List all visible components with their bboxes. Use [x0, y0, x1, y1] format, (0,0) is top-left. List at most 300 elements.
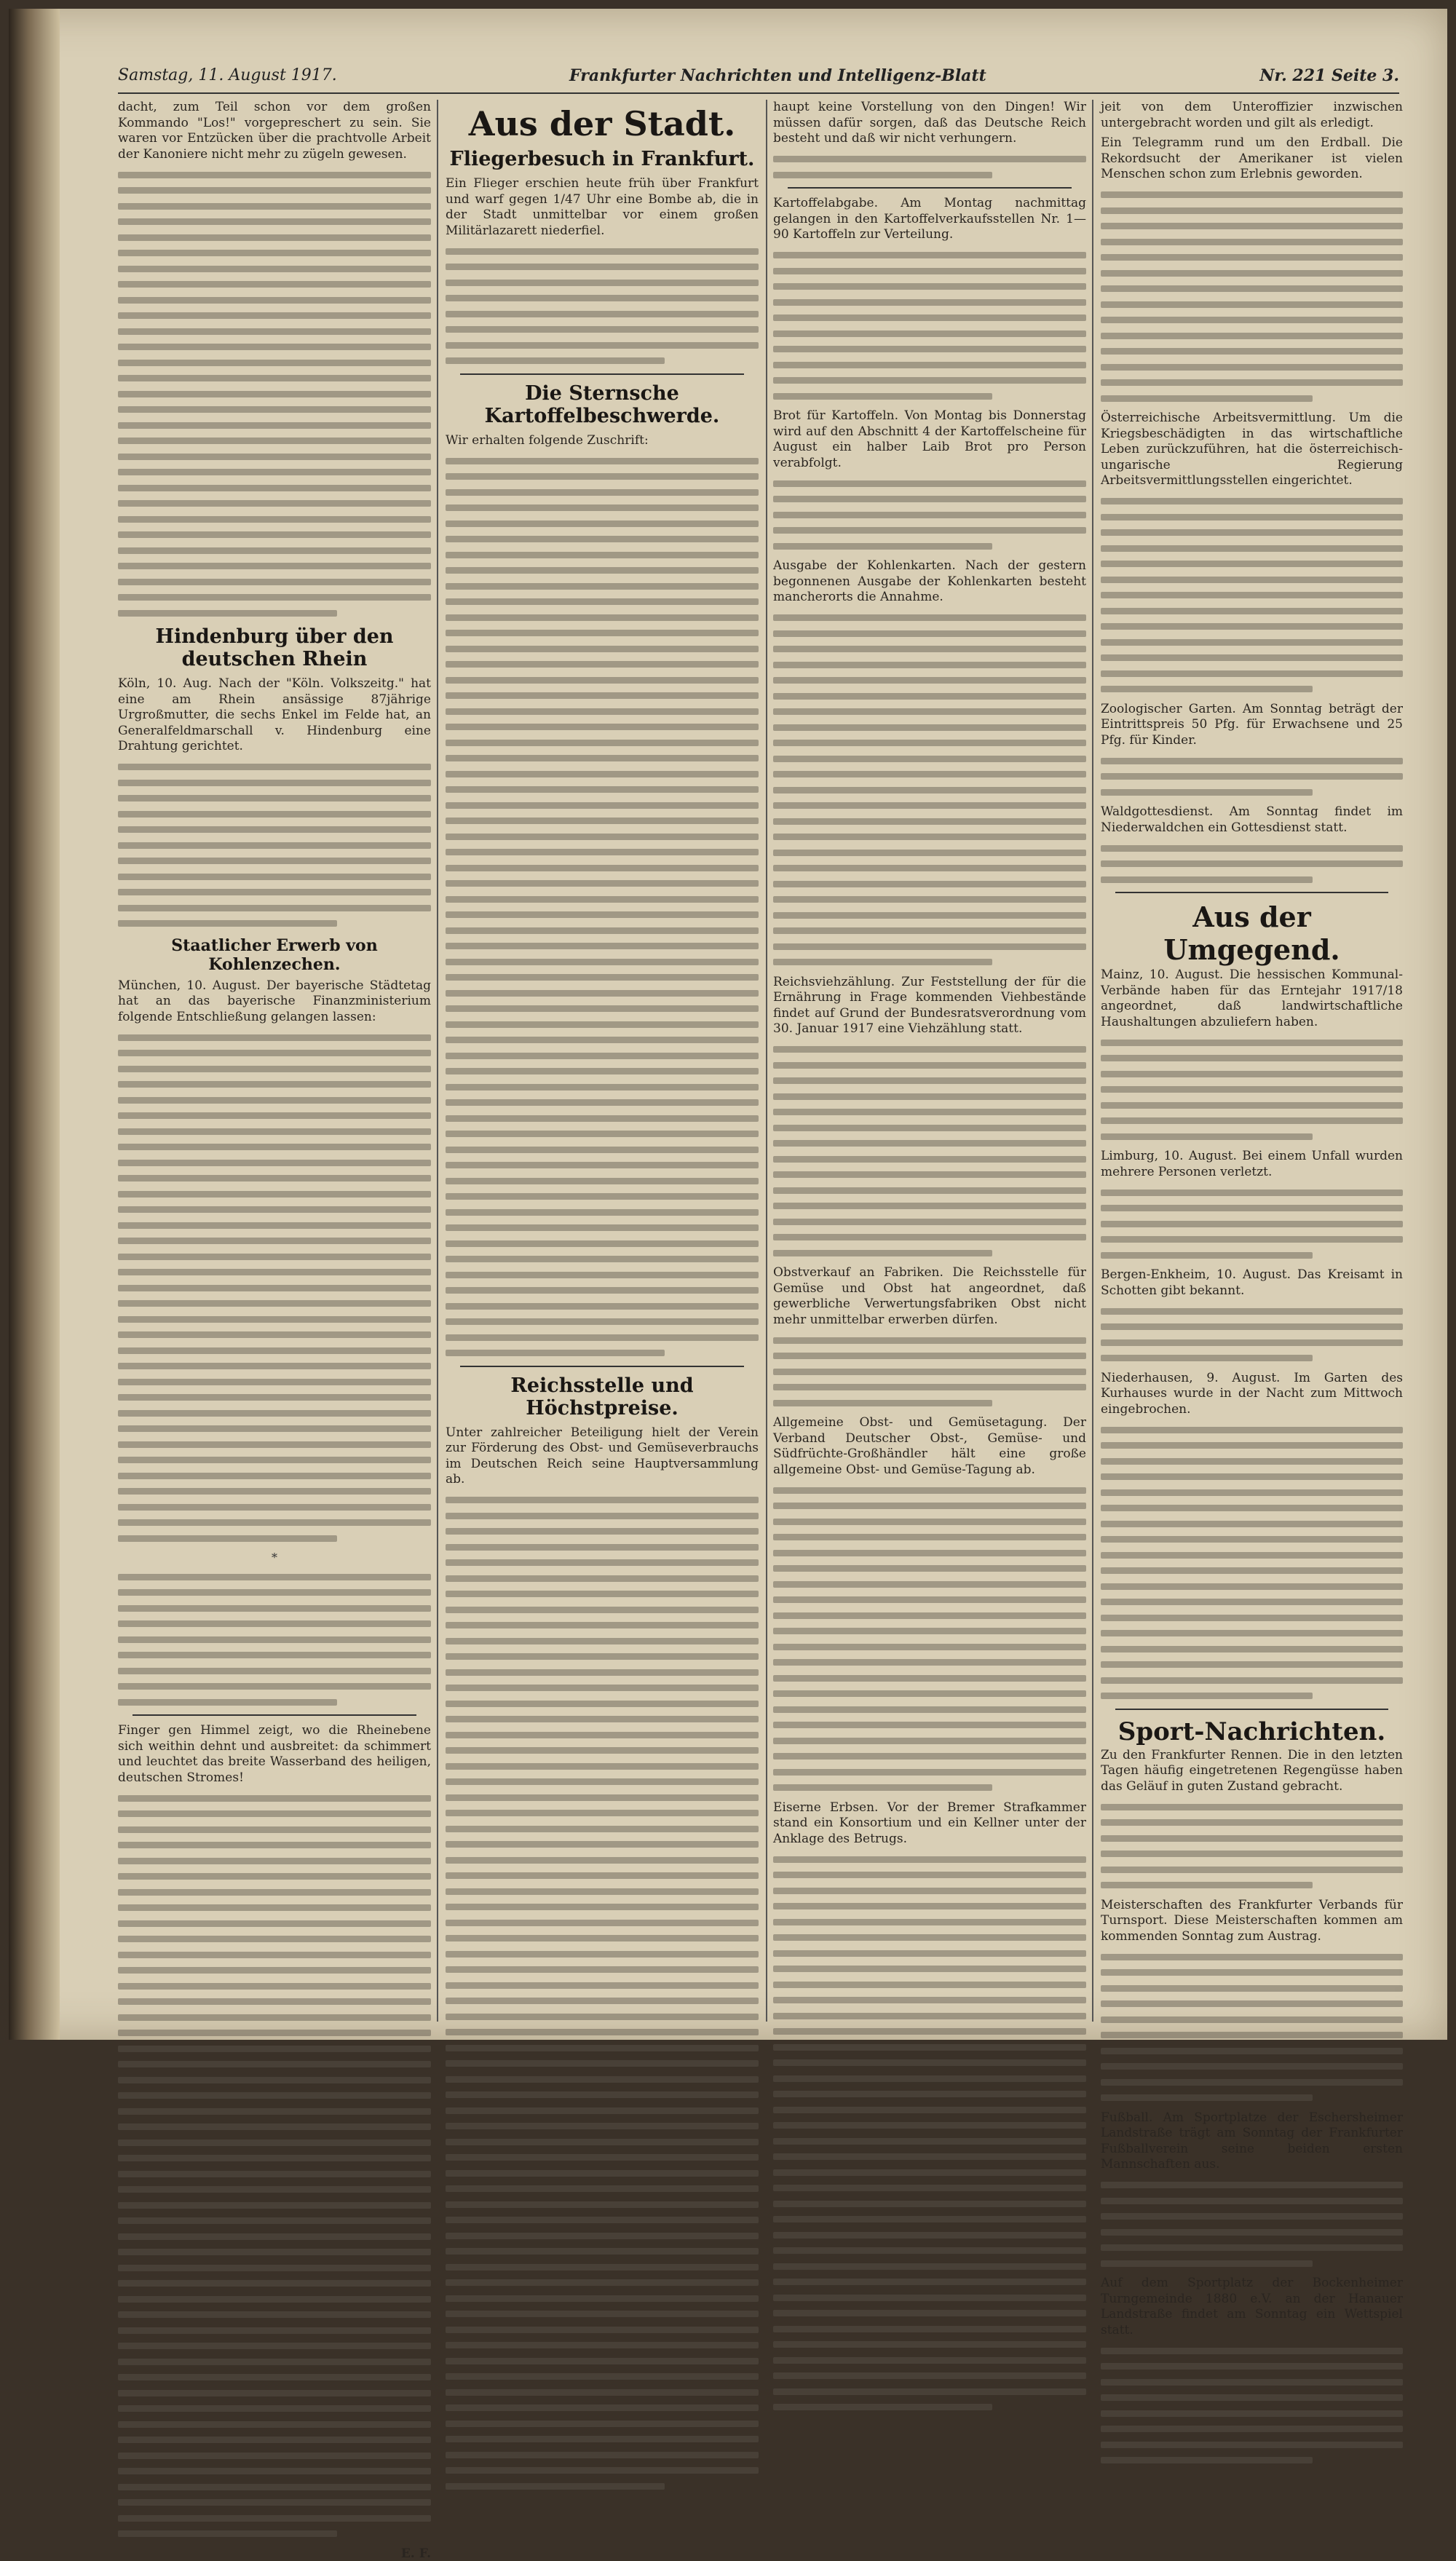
text-line	[1101, 639, 1403, 646]
text-block	[1101, 2348, 1403, 2464]
text-line	[446, 1778, 759, 1785]
article-zoo: Zoologischer Garten. Am Sonntag beträgt der Eintrittspreis 50 Pfg. für Erwachsene und 25 Pfg. für Kinder.	[1101, 701, 1403, 748]
text-line	[118, 2171, 431, 2177]
text-line	[446, 2185, 759, 2192]
text-line	[773, 896, 1086, 903]
text-line	[446, 1224, 759, 1231]
text-line	[118, 2343, 431, 2349]
article-bergen: Bergen-Enkheim, 10. August. Das Kreisamt in Schotten gibt bekannt.	[1101, 1267, 1403, 1298]
text-line	[1101, 348, 1403, 355]
text-line	[1101, 2000, 1403, 2007]
text-line	[446, 2483, 665, 2490]
text-line	[446, 1099, 759, 1106]
text-line	[1101, 608, 1403, 614]
text-line	[773, 708, 1086, 715]
text-line	[118, 1936, 431, 1942]
text-line	[446, 567, 759, 574]
text-line	[773, 2028, 1086, 2035]
text-line	[773, 724, 1086, 731]
column-4	[1101, 100, 1403, 2338]
column-2	[446, 100, 759, 2022]
text-line	[1101, 1646, 1403, 1652]
text-line	[446, 1559, 759, 1566]
text-line	[1101, 498, 1403, 504]
text-line	[773, 1675, 1086, 1682]
text-line	[446, 1622, 759, 1628]
text-line	[1101, 514, 1403, 520]
text-block	[773, 1856, 1086, 2411]
text-line	[446, 646, 759, 652]
text-line	[1101, 1086, 1403, 1093]
text-line	[446, 280, 759, 286]
text-line	[1101, 670, 1403, 677]
text-line	[773, 1966, 1086, 1972]
text-block	[773, 252, 1086, 400]
text-line	[773, 346, 1086, 352]
text-line	[118, 218, 431, 225]
text-line	[1101, 333, 1403, 339]
text-line	[1101, 239, 1403, 245]
text-line	[773, 1628, 1086, 1634]
text-line	[446, 2139, 759, 2145]
text-block	[1101, 758, 1403, 796]
text-block	[446, 458, 759, 1357]
text-line	[773, 693, 1086, 700]
text-line	[118, 579, 431, 585]
article-meisterschaften: Meisterschaften des Frankfurter Verbands für Turnsport. Diese Meisterschaften kommen am kommenden Sonntag zum Austrag.	[1101, 1897, 1403, 1944]
text-line	[1101, 1489, 1403, 1496]
text-line	[1101, 223, 1403, 229]
text-line	[118, 2421, 431, 2428]
text-line	[118, 1574, 431, 1580]
text-line	[773, 2059, 1086, 2066]
text-line	[118, 1473, 431, 1479]
text-line	[773, 1706, 1086, 1713]
text-block	[1101, 1308, 1403, 1362]
text-block	[118, 1034, 431, 1542]
text-line	[1101, 1133, 1313, 1140]
article-sportplatz: Auf dem Sportplatz der Bockenheimer Turngemeinde 1880 e.V. an der Hanauer Landstraße findet am Sonntag ein Wettspiel statt.	[1101, 2276, 1403, 2338]
text-line	[118, 2092, 431, 2099]
text-line	[118, 1873, 431, 1880]
text-line	[773, 646, 1086, 652]
text-line	[773, 314, 1086, 321]
text-line	[1101, 1117, 1403, 1124]
column-3	[773, 100, 1086, 2022]
text-line	[446, 927, 759, 934]
text-block	[446, 248, 759, 365]
text-line	[446, 1998, 759, 2004]
text-block	[773, 1487, 1086, 1792]
text-line	[1101, 1693, 1313, 1699]
text-line	[773, 172, 992, 178]
text-line	[773, 1612, 1086, 1619]
text-line	[773, 2372, 1086, 2379]
text-line	[773, 614, 1086, 621]
text-block	[773, 1046, 1086, 1256]
text-line	[118, 2311, 431, 2318]
text-line	[1101, 1536, 1403, 1543]
headline-reichsstelle: Reichsstelle und Höchstpreise.	[510, 1374, 694, 1420]
text-line	[118, 1810, 431, 1817]
text-line	[446, 896, 759, 903]
text-line	[773, 2263, 1086, 2270]
text-line	[773, 1337, 1086, 1344]
text-line	[1101, 285, 1403, 292]
text-line	[773, 2247, 1086, 2254]
text-line	[118, 1175, 431, 1181]
text-line	[118, 2077, 431, 2083]
text-line	[1101, 379, 1403, 386]
text-line	[118, 187, 431, 194]
text-line	[1101, 2213, 1403, 2220]
text-line	[446, 740, 759, 746]
text-line	[118, 2515, 431, 2522]
text-line	[118, 874, 431, 880]
text-line	[773, 1187, 1086, 1194]
article-kohlenkarten: Ausgabe der Kohlenkarten. Nach der gestern begonnenen Ausgabe der Kohlenkarten besteht mancherorts die Annahme.	[773, 558, 1086, 604]
text-line	[773, 2341, 1086, 2348]
text-line	[118, 1160, 431, 1166]
text-line	[773, 1769, 1086, 1776]
text-line	[1101, 1252, 1313, 1259]
text-line	[118, 1191, 431, 1198]
text-line	[118, 1112, 431, 1119]
text-line	[118, 1034, 431, 1041]
text-line	[446, 1966, 759, 1973]
section-divider	[1115, 892, 1388, 893]
article-niederhausen: Niederhausen, 9. August. Im Garten des Kurhauses wurde in der Nacht zum Mittwoch eingebrochen.	[1101, 1370, 1403, 1417]
text-line	[773, 1659, 1086, 1666]
text-line	[446, 2029, 759, 2035]
text-line	[118, 795, 431, 801]
text-line	[446, 1763, 759, 1770]
text-line	[446, 357, 665, 364]
text-line	[773, 527, 1086, 534]
text-line	[118, 328, 431, 335]
text-line	[1101, 876, 1313, 883]
text-line	[446, 583, 759, 590]
text-line	[446, 1350, 665, 1356]
text-line	[773, 2075, 1086, 2082]
text-line	[118, 2530, 337, 2537]
text-line	[446, 1716, 759, 1722]
text-line	[773, 1062, 1086, 1069]
section-divider	[460, 1366, 744, 1367]
text-line	[446, 295, 759, 301]
text-line	[446, 473, 759, 480]
text-line	[773, 1093, 1086, 1100]
column-rule	[1092, 100, 1093, 2022]
text-line	[1101, 1040, 1403, 1046]
text-line	[773, 1919, 1086, 1925]
text-block	[1101, 1427, 1403, 1700]
text-line	[1101, 789, 1313, 796]
text-line	[118, 594, 431, 601]
text-block	[1101, 1804, 1403, 1889]
text-line	[1101, 1677, 1403, 1684]
text-line	[773, 2185, 1086, 2191]
text-line	[118, 547, 431, 554]
text-line	[1101, 2198, 1403, 2204]
article-waldgottesdienst: Waldgottesdienst. Am Sonntag findet im Niederwaldchen ein Gottesdienst statt.	[1101, 804, 1403, 835]
text-line	[773, 1156, 1086, 1163]
text-line	[118, 1347, 431, 1354]
text-line	[118, 1394, 431, 1401]
text-line	[446, 2076, 759, 2083]
text-line	[446, 1115, 759, 1122]
text-line	[446, 786, 759, 793]
header-date: Samstag, 11. August 1917.	[118, 66, 337, 84]
text-line	[118, 1889, 431, 1896]
text-line	[773, 1046, 1086, 1053]
text-line	[118, 1066, 431, 1072]
headline-fliegerbesuch: Fliegerbesuch in Frankfurt.	[449, 148, 755, 170]
text-line	[118, 2186, 431, 2193]
text-line	[773, 2388, 1086, 2395]
text-line	[446, 959, 759, 965]
text-line	[446, 1607, 759, 1613]
section-divider	[132, 1714, 416, 1716]
text-line	[446, 1794, 759, 1801]
text-line	[446, 1904, 759, 1910]
text-line	[446, 520, 759, 527]
text-line	[446, 2154, 759, 2161]
text-line	[118, 1081, 431, 1088]
text-line	[446, 1841, 759, 1848]
text-line	[773, 802, 1086, 809]
text-line	[118, 500, 431, 507]
text-line	[118, 1699, 337, 1706]
text-line	[773, 2169, 1086, 2176]
section-title-sport: Sport-Nachrichten.	[1117, 1717, 1386, 1746]
text-line	[773, 943, 1086, 950]
text-line	[1101, 545, 1403, 552]
text-line	[446, 1053, 759, 1059]
text-line	[773, 2107, 1086, 2113]
text-line	[118, 2202, 431, 2209]
text-line	[446, 818, 759, 824]
text-block	[773, 480, 1086, 550]
text-line	[446, 2123, 759, 2129]
text-line	[446, 2311, 759, 2317]
text-line	[1101, 2244, 1403, 2251]
text-line	[118, 1425, 431, 1432]
text-line	[118, 454, 431, 460]
text-line	[118, 1410, 431, 1417]
text-line	[773, 2310, 1086, 2316]
text-line	[118, 2499, 431, 2506]
text-line	[773, 543, 992, 550]
text-line	[446, 458, 759, 464]
separator-star: *	[272, 1551, 277, 1564]
text-line	[1101, 2363, 1403, 2370]
text-line	[1101, 2032, 1403, 2038]
article-telegramm: Ein Telegramm rund um den Erdball. Die Rekordsucht der Amerikaner ist vielen Menschen schon zum Erlebnis geworden.	[1101, 135, 1403, 181]
text-line	[446, 990, 759, 997]
text-line	[773, 1400, 992, 1406]
section-divider	[788, 187, 1072, 189]
text-line	[446, 974, 759, 981]
text-line	[446, 2217, 759, 2223]
text-line	[118, 858, 431, 864]
text-line	[446, 1669, 759, 1676]
text-line	[446, 326, 759, 333]
text-line	[118, 266, 431, 272]
text-line	[773, 2153, 1086, 2160]
text-line	[118, 2296, 431, 2303]
text-line	[1101, 1969, 1403, 1976]
article-arbeitsvermittlung: Österreichische Arbeitsvermittlung. Um die Kriegsbeschädigten in das wirtschaftliche Leben zurückzuführen, hat die österreichisch-ungarische Regierung Arbeitsvermittlungsstellen eingerichtet.	[1101, 411, 1403, 488]
text-line	[118, 2453, 431, 2459]
text-line	[446, 1951, 759, 1958]
text-line	[1101, 2260, 1313, 2267]
text-line	[446, 865, 759, 871]
text-line	[773, 959, 992, 965]
text-line	[1101, 207, 1403, 214]
text-line	[773, 1369, 1086, 1375]
text-line	[773, 1596, 1086, 1603]
text-block	[1101, 1954, 1403, 2102]
text-line	[118, 2030, 431, 2036]
text-line	[118, 1144, 431, 1150]
text-line	[1101, 1985, 1403, 1992]
text-line	[446, 1272, 759, 1278]
text-line	[118, 1904, 431, 1911]
text-line	[446, 755, 759, 761]
text-line	[446, 598, 759, 605]
text-block	[1101, 1040, 1403, 1140]
text-line	[446, 2264, 759, 2271]
text-line	[118, 312, 431, 319]
text-line	[773, 1784, 992, 1791]
text-line	[446, 2107, 759, 2114]
text-line	[773, 1487, 1086, 1494]
text-line	[1101, 758, 1403, 764]
text-line	[773, 740, 1086, 746]
text-line	[446, 1303, 759, 1310]
text-line	[118, 2390, 431, 2396]
text-line	[1101, 2048, 1403, 2054]
text-line	[773, 630, 1086, 637]
text-line	[446, 2436, 759, 2442]
text-line	[446, 1638, 759, 1644]
text-line	[118, 1620, 431, 1627]
text-line	[773, 2295, 1086, 2301]
text-block	[1101, 2182, 1403, 2267]
text-line	[118, 1683, 431, 1690]
column-rule	[437, 100, 438, 2022]
text-line	[446, 342, 759, 349]
text-line	[773, 756, 1086, 762]
text-block	[1101, 498, 1403, 692]
header-masthead: Frankfurter Nachrichten und Intelligenz-Blatt	[569, 66, 986, 85]
text-line	[446, 2295, 759, 2302]
text-line	[446, 1193, 759, 1200]
text-line	[1101, 1567, 1403, 1574]
text-line	[118, 1636, 431, 1643]
text-line	[118, 811, 431, 818]
text-line	[1101, 2442, 1403, 2448]
text-line	[773, 2044, 1086, 2051]
text-line	[446, 1256, 759, 1262]
text-line	[773, 1384, 1086, 1390]
text-line	[118, 516, 431, 523]
text-line	[773, 787, 1086, 793]
text-line	[773, 330, 1086, 337]
text-line	[1101, 1505, 1403, 1511]
text-line	[773, 2013, 1086, 2019]
text-line	[118, 1652, 431, 1658]
text-line	[118, 1920, 431, 1927]
column-1	[118, 100, 431, 2561]
section-title-umgegend: Aus der Umgegend.	[1163, 900, 1340, 966]
text-line	[446, 943, 759, 949]
text-line	[773, 1250, 992, 1256]
text-line	[1101, 301, 1403, 308]
text-line	[1101, 1190, 1403, 1196]
text-line	[1101, 317, 1403, 323]
text-line	[1101, 2016, 1403, 2023]
text-line	[118, 1967, 431, 1974]
text-line	[1101, 1819, 1403, 1826]
text-line	[446, 614, 759, 621]
text-line	[446, 1162, 759, 1168]
text-line	[446, 1021, 759, 1028]
text-line	[773, 1644, 1086, 1650]
text-line	[446, 2060, 759, 2067]
text-line	[118, 1379, 431, 1385]
text-line	[773, 662, 1086, 668]
text-line	[446, 2233, 759, 2239]
text-line	[118, 2374, 431, 2380]
article-gemuesetagung: Allgemeine Obst- und Gemüsetagung. Der Verband Deutscher Obst-, Gemüse- und Südfrüchte-Großhändler hält eine große allgemeine Obst- und Gemüse-Tagung ab.	[773, 1415, 1086, 1477]
text-line	[773, 377, 1086, 384]
text-line	[773, 850, 1086, 856]
text-line	[446, 2342, 759, 2348]
text-line	[118, 344, 431, 350]
text-line	[1101, 2229, 1403, 2236]
text-line	[446, 311, 759, 317]
text-line	[773, 927, 1086, 934]
text-block	[773, 614, 1086, 965]
text-line	[773, 156, 1086, 162]
text-line	[773, 1690, 1086, 1697]
text-line	[773, 881, 1086, 887]
text-line	[118, 1668, 431, 1674]
text-block	[446, 1497, 759, 2490]
text-line	[118, 1300, 431, 1307]
text-line	[773, 2201, 1086, 2207]
text-line	[1101, 1236, 1403, 1243]
text-line	[1101, 1954, 1403, 1960]
text-line	[1101, 2063, 1403, 2070]
text-line	[773, 1856, 1086, 1863]
text-line	[118, 1222, 431, 1229]
text-line	[118, 1605, 431, 1612]
article-text: Wir erhalten folgende Zuschrift:	[446, 432, 649, 448]
text-line	[118, 1795, 431, 1802]
text-block	[773, 156, 1086, 178]
text-line	[118, 1457, 431, 1463]
text-line	[1101, 1473, 1403, 1480]
text-line	[446, 1591, 759, 1597]
text-line	[1101, 1427, 1403, 1433]
text-line	[773, 1738, 1086, 1744]
article-kartoffelabgabe: Kartoffelabgabe. Am Montag nachmittag gelangen in den Kartoffelverkaufsstellen Nr. 1—90 Kartoffeln zur Verteilung.	[773, 196, 1086, 242]
text-line	[446, 248, 759, 255]
text-line	[1101, 1599, 1403, 1605]
